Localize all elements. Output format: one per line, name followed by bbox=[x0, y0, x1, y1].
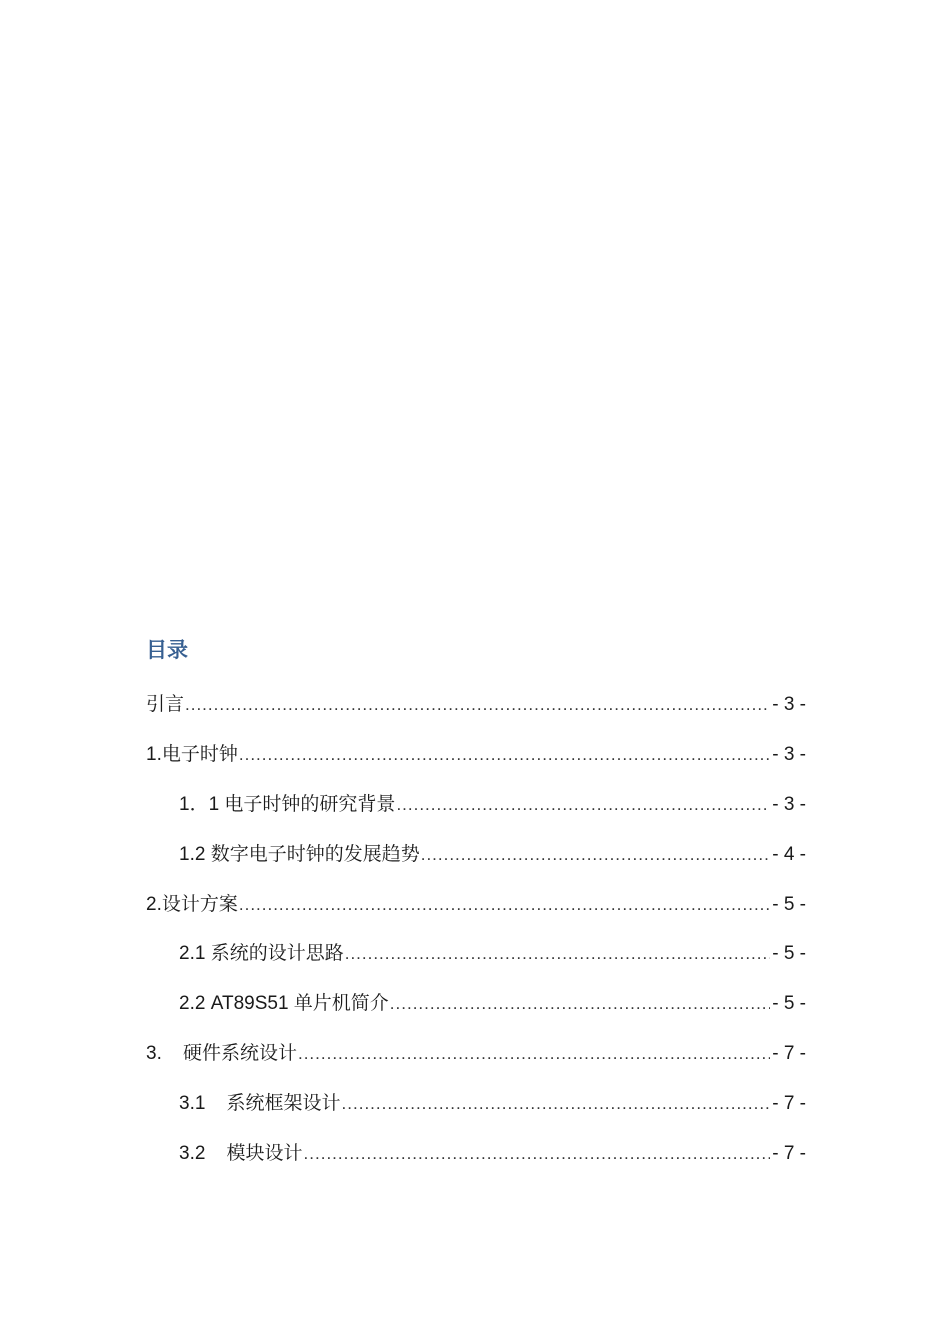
toc-entry-title: 硬件系统设计 bbox=[182, 1043, 297, 1065]
toc-entry-page: - 7 - bbox=[772, 1093, 806, 1115]
toc-entry-page: - 5 - bbox=[772, 993, 806, 1015]
toc-entry-title: 模块设计 bbox=[226, 1143, 303, 1165]
toc-entry-2-1[interactable] bbox=[146, 929, 806, 979]
toc-entry-page: - 4 - bbox=[772, 843, 806, 865]
toc-entry-page: - 7 - bbox=[772, 1143, 806, 1165]
toc-dot-leader bbox=[304, 1129, 771, 1179]
toc-entry-3[interactable] bbox=[146, 1029, 806, 1079]
toc-entry-title: 引言 bbox=[146, 694, 185, 715]
toc-entry-1-2[interactable] bbox=[146, 830, 806, 880]
toc-entry-number: 2.1 bbox=[179, 943, 211, 965]
toc-entry-1-1[interactable] bbox=[146, 780, 806, 830]
toc-entry-title: AT89S51 单片机简介 bbox=[210, 993, 389, 1015]
toc-entry-number: 1．1 bbox=[179, 793, 225, 815]
toc-dot-leader bbox=[390, 979, 770, 1029]
toc-entry-number: 3.1 bbox=[179, 1093, 227, 1115]
toc-entry-introduction[interactable] bbox=[146, 680, 806, 730]
toc-entry-page: - 7 - bbox=[772, 1043, 806, 1065]
toc-entry-3-1[interactable] bbox=[146, 1079, 806, 1129]
toc-entry-1[interactable] bbox=[146, 730, 806, 780]
toc-entry-title: 数字电子时钟的发展趋势 bbox=[210, 843, 420, 865]
toc-entry-page: - 3 - bbox=[772, 743, 806, 765]
toc-dot-leader bbox=[396, 780, 770, 830]
toc-entry-number: 1. bbox=[146, 743, 162, 765]
toc-entry-title: 电子时钟的研究背景 bbox=[224, 793, 396, 815]
toc-entry-number: 3.2 bbox=[179, 1143, 227, 1165]
toc-entry-2[interactable] bbox=[146, 880, 806, 930]
toc-entry-3-2[interactable] bbox=[146, 1129, 806, 1179]
toc-dot-leader bbox=[185, 680, 770, 730]
toc-dot-leader bbox=[342, 1079, 771, 1129]
toc-entry-page: - 3 - bbox=[772, 694, 806, 715]
toc-dot-leader bbox=[298, 1029, 770, 1079]
toc-entry-2-2[interactable] bbox=[146, 979, 806, 1029]
toc-title: 目录 bbox=[146, 639, 188, 662]
toc-entry-number: 1.2 bbox=[179, 843, 211, 865]
toc-entry-number: 3. bbox=[146, 1043, 183, 1065]
toc-entry-title: 系统的设计思路 bbox=[210, 943, 344, 965]
toc-entry-number: 2. bbox=[146, 893, 162, 915]
toc-dot-leader bbox=[239, 880, 770, 930]
toc-dot-leader bbox=[345, 929, 771, 979]
toc-entry-title: 系统框架设计 bbox=[226, 1093, 341, 1115]
toc-entry-page: - 5 - bbox=[772, 943, 806, 965]
toc-entry-title: 设计方案 bbox=[161, 893, 238, 915]
toc-dot-leader bbox=[239, 730, 770, 780]
table-of-contents bbox=[146, 680, 806, 1179]
toc-dot-leader bbox=[421, 830, 771, 880]
toc-entry-page: - 5 - bbox=[772, 893, 806, 915]
toc-entry-number: 2.2 bbox=[179, 993, 211, 1015]
toc-entry-title: 电子时钟 bbox=[161, 743, 238, 765]
toc-entry-page: - 3 - bbox=[772, 793, 806, 815]
